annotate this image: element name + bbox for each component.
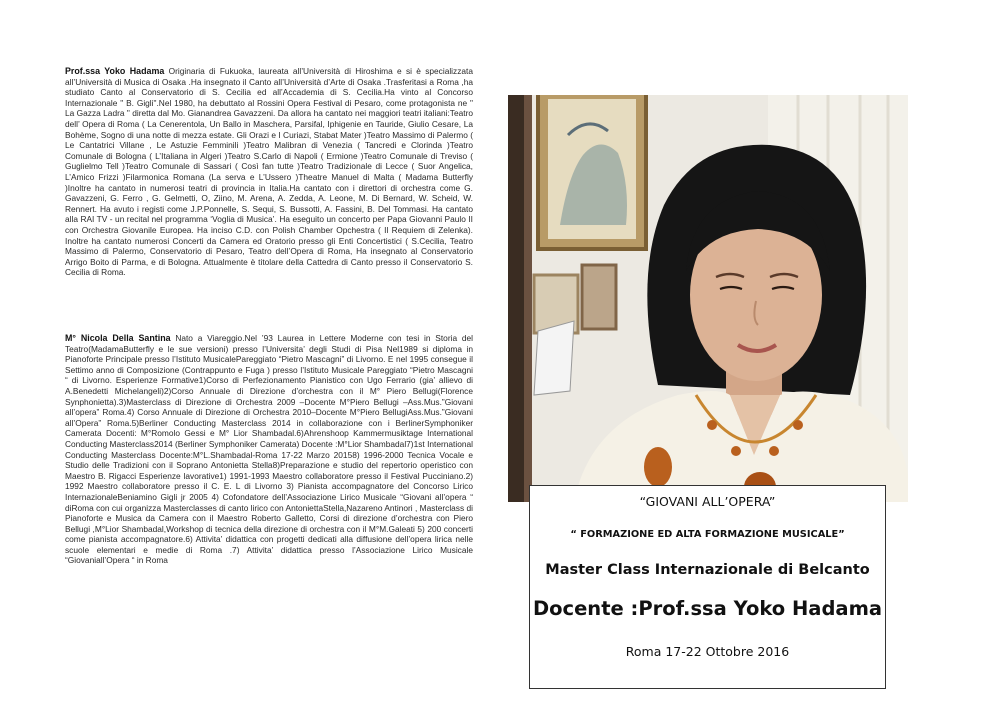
bio-della-santina-text: Nato a Viareggio.Nel ’93 Laurea in Lettere Moderne con tesi in Storia del Teatro(MadamaButterfly e le sue versioni) presso l’Universita’ degli Studi di Pisa Nel1989 si diploma in Pianoforte Principale presso l’Istituto MusicalePareggiato “Pietro Mascagni” di Livorno. E nel 1995 consegue il Settimo anno di Composizione (Contrappunto e Fuga ) presso l’Istituto Musicale Pareggiato “Pietro Mascagni “ di Livorno. Esperienze Formative1)Corso di Perfezionamento Pianistico con Ugo Ferrario (gia’ allievo di A.Benedetti Michelangeli)2)Corso Annuale di Direzione d’orchestra con il M° Piero Bellugi(Florence Synphonietta).3)Masterclass di Direzione di Orchestra 2009 –Docente M°Piero Bellugi –Ass.Mus.”Giovani all’opera” Roma.4) Corso Annuale di Direzione di Orchestra 2010–Docente M°Piero BellugiAss.Mus.”Giovani all’Opera” Roma.5)Berliner Conducting Masterclass 2014 in collaborazione con i BerlinerSymphoniker Camerata Docenti: M°Romolo Gessi e M° Lior Shambadal.6)Ahrenshoop Kammermusiktage International Conducting Masterclass2014 (Berliner Symphoniker Camerata) Docente :M°Lior Shambadal7)1st International Conducting Masterclass Docente:M°L.Shambadal-Roma 17-22 Marzo 20158) 1996-2000 Tecnica Vocale e Studio delle Tradizioni con il Soprano Antonietta Stella8)Preparazione e studio del repertorio operistico con Maestro B. Rigacci Esperienze lavorative1) 1991-1993 Maestro collaboratore presso il Festival Pucciniano.2) 1992 Maestro collaboratore presso il C. E. L di Livorno 3) Pianista accompagnatore del Concorso Lirico InternazionaleBeniamino Gigli jr 2005 4) Cofondatore dell’Associazione Lirico Musicale “Giovani all’opera “ diRoma con cui organizza Masterclasses di canto lirico con AntoniettaStella,Nazareno Antinori , Masterclass di Pianoforte e Musica da Camera con il Maestro Roberto Galletto, Corsi di direzione d’orchestra con Piero Bellugi ,M°Lior Shambadal,Workshop di tecnica della direzione di orchestra con il M°M.Galeati 5) 200 concerti come pianista accompagnatore.6) Attivita’ didattica con progetti dedicati alla diffusione dell’opera lirica nelle scuole elementari e medie di Roma .7) Attivita’ didattica presso l’Associazione Lirico Musicale “Giovaniall’Opera “ in Roma — [65, 333, 473, 566]
bio-della-santina — [65, 333, 473, 566]
event-subtitle: “ FORMAZIONE ED ALTA FORMAZIONE MUSICALE” — [570, 529, 845, 540]
bio-hadama-text: Originaria di Fukuoka, laureata all’Università di Hiroshima e si è specializzata all’Università di Musica di Osaka .Ha insegnato il Canto all’Università d’Arte di Osaka .Trasferitasi a Roma ,ha studiato Canto al Conservatorio di S. Cecilia ed all’Accademia di S. Cecilia.Ha vinto al Concorso Internazionale " B. Gigli".Nel 1980, ha debuttato al Rossini Opera Festival di Pesaro, come protagonista ne " La Gazza Ladra " diretta dal Mo. Gianandrea Gavazzeni. Da allora ha cantato nei maggiori teatri italiani:Teatro dell’ Opera di Roma ( La Cenerentola, Un Ballo in Maschera, Parsifal, Iphigenie en Tauride, Giulio Cesare, La Bohème, Sogno di una notte di mezza estate. Gli Orazi e I Curiazi, Stabat Mater )Teatro Massimo di Palermo ( Le Cantatrici Villane , Le Astuzie Femminili )Teatro Malibran di Venezia ( Tancredi e Clorinda )Teatro Comunale di Bologna ( L’Italiana in Algeri )Teatro S.Carlo di Napoli ( Ermione )Teatro Comunale di Treviso ( Guglielmo Tell )Teatro Comunale di Sassari ( Così fan tutte )Teatro Tradizionale di Lecce ( Suor Angelica, L’Amico Frizzi )Filarmonica Romana (La serva e L’Ussero )Theatre Manuel di Malta ( Madama Butterfly )Inoltre ha cantato in numerosi teatri di provincia in Italia.Ha cantato con i direttori di orchestra come G. Gavazzeni, G. Ferro , G. Gelmetti, O, Ziino, M. Arena, A. Zedda, A. Leone, M. Di Bernard, W. Scheid, W. Rennert. Ha avuto i registi come J.P.Ponnelle, S. Sequi, S. Bussotti, A. Fassini, B. Del Tommasi. Ha cantato alla RAI TV - un recital nel programma ‘Voglia di Musica’. Ha eseguito un concerto per Papa Giovanni Paulo II con Orchestra Giovanile Europea. Ha inciso C.D. con Polish Chamber Opchestra ( Il Requiem di Zelenka). Inoltre ha cantato numerosi Concerti da Camera ed Oratorio presso gli Enti Concertistici ( S.Cecilia, Teatro Massimo di Palermo, Conservatorio di Pesaro, Teatro dell’Opera di Roma, Ha insegnato al Conservatorio Arrigo Boito di Parma, e di Bologna. Attualmente è titolare della Cattedra di Canto presso il Conservatorio S. Cecilia di Roma. — [65, 66, 473, 278]
bio-hadama-name: Prof.ssa Yoko Hadama — [65, 66, 165, 76]
bio-hadama — [65, 66, 473, 278]
bio-della-santina-name: M° Nicola Della Santina — [65, 333, 171, 343]
event-card — [529, 485, 886, 689]
event-teacher: Docente :Prof.ssa Yoko Hadama — [532, 597, 883, 620]
portrait-photo — [508, 95, 908, 502]
event-name: Master Class Internazionale di Belcanto — [545, 562, 870, 578]
event-association-title: “GIOVANI ALL’OPERA” — [639, 494, 776, 509]
portrait-illustration — [508, 95, 908, 502]
event-dates: Roma 17-22 Ottobre 2016 — [625, 644, 790, 659]
